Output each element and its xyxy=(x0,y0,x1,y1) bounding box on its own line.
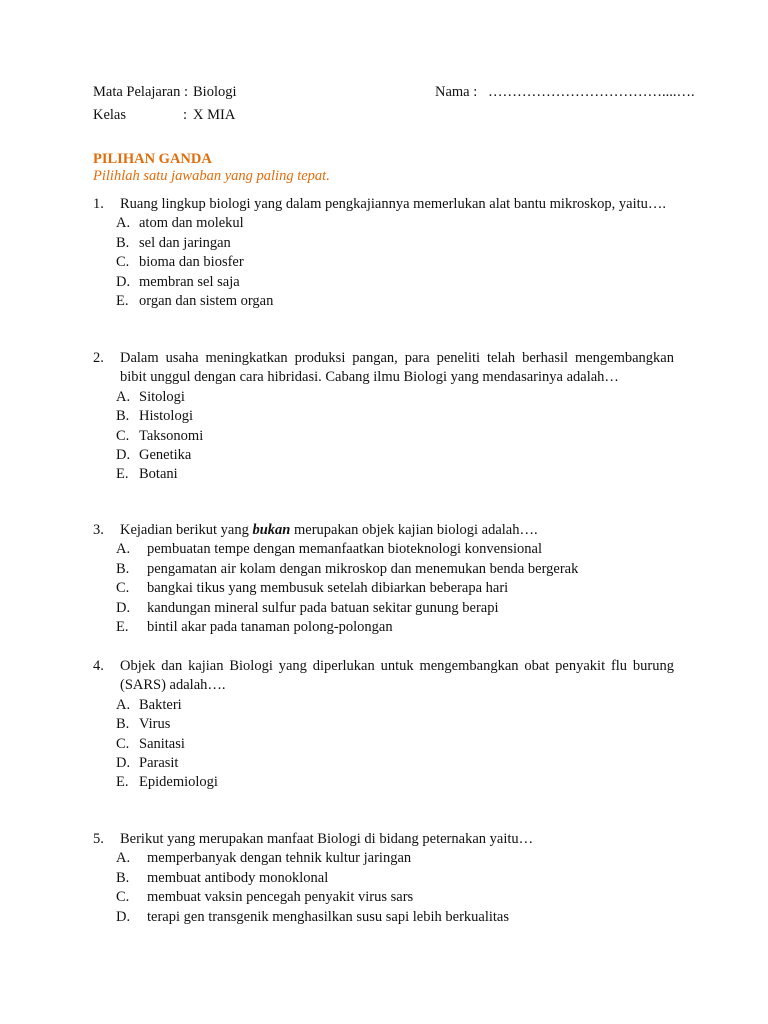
option-text: organ dan sistem organ xyxy=(139,293,274,310)
option-d[interactable] xyxy=(116,446,674,465)
option-letter: C. xyxy=(116,254,130,271)
question-number: 4. xyxy=(93,658,104,674)
option-text: Epidemiologi xyxy=(139,774,218,791)
option-letter: E. xyxy=(116,774,129,791)
option-letter: A. xyxy=(116,215,131,232)
option-e[interactable] xyxy=(116,292,674,311)
option-letter: E. xyxy=(116,466,129,483)
option-letter: A. xyxy=(116,696,131,713)
option-letter: A. xyxy=(116,388,131,405)
option-list xyxy=(116,540,674,637)
subject-label: Mata Pelajaran : xyxy=(93,84,189,100)
option-c[interactable] xyxy=(116,888,674,907)
option-letter: D. xyxy=(116,908,131,925)
option-c[interactable] xyxy=(116,253,674,272)
subject-value: Biologi xyxy=(193,84,237,100)
option-b[interactable] xyxy=(116,407,674,426)
option-text: Botani xyxy=(139,466,178,483)
option-letter: E. xyxy=(116,619,129,636)
option-text: atom dan molekul xyxy=(139,215,244,232)
option-list xyxy=(116,214,674,311)
option-letter: B. xyxy=(116,560,130,577)
section-instruction: Pilihlah satu jawaban yang paling tepat. xyxy=(93,168,330,184)
option-e[interactable] xyxy=(116,773,674,792)
option-text: Bakteri xyxy=(139,696,182,713)
option-text: Taksonomi xyxy=(139,427,204,444)
option-d[interactable] xyxy=(116,273,674,292)
option-a[interactable] xyxy=(116,540,674,559)
option-letter: A. xyxy=(116,850,131,867)
option-letter: B. xyxy=(116,716,130,733)
option-letter: E. xyxy=(116,293,129,310)
option-text: memperbanyak dengan tehnik kultur jaringan xyxy=(147,850,412,867)
option-letter: B. xyxy=(116,408,130,425)
option-list xyxy=(116,849,674,927)
option-d[interactable] xyxy=(116,599,674,618)
question-number: 2. xyxy=(93,350,104,366)
class-label: Kelas xyxy=(93,107,127,123)
option-list xyxy=(116,388,674,485)
option-d[interactable] xyxy=(116,754,674,773)
option-letter: D. xyxy=(116,447,131,464)
option-text: bangkai tikus yang membusuk setelah dibiarkan beberapa hari xyxy=(147,580,509,597)
option-text: Virus xyxy=(139,716,171,733)
question-5 xyxy=(93,830,674,927)
option-text: pembuatan tempe dengan memanfaatkan bioteknologi konvensional xyxy=(147,541,543,558)
option-list xyxy=(116,696,674,793)
question-4 xyxy=(93,657,674,793)
option-text: bioma dan biosfer xyxy=(139,254,244,271)
option-a[interactable] xyxy=(116,388,674,407)
option-text: pengamatan air kolam dengan mikroskop dan menemukan benda bergerak xyxy=(147,560,579,577)
question-3 xyxy=(93,521,674,637)
section-title: PILIHAN GANDA xyxy=(93,151,212,167)
option-a[interactable] xyxy=(116,696,674,715)
name-label: Nama : xyxy=(435,84,478,100)
option-letter: D. xyxy=(116,599,131,616)
option-letter: C. xyxy=(116,427,130,444)
option-e[interactable] xyxy=(116,618,674,637)
option-text: membran sel saja xyxy=(139,273,240,290)
option-letter: C. xyxy=(116,580,130,597)
option-text: Genetika xyxy=(139,447,192,464)
question-text: Berikut yang merupakan manfaat Biologi di bidang peternakan yaitu… xyxy=(120,831,534,847)
class-colon: : xyxy=(183,107,188,123)
option-text: terapi gen transgenik menghasilkan susu sapi lebih berkualitas xyxy=(147,908,510,925)
option-text: sel dan jaringan xyxy=(139,234,231,251)
option-text: Sanitasi xyxy=(139,735,185,752)
question-text: Objek dan kajian Biologi yang diperlukan untuk mengembangkan obat penyakit flu burung (SARS) adalah…. xyxy=(120,658,674,694)
question-number: 3. xyxy=(93,522,104,538)
question-text xyxy=(120,521,674,540)
option-b[interactable] xyxy=(116,869,674,888)
question-text-before: Kejadian berikut yang xyxy=(120,522,253,538)
question-text: Ruang lingkup biologi yang dalam pengkajiannya memerlukan alat bantu mikroskop, yaitu…. xyxy=(120,196,667,212)
option-letter: A. xyxy=(116,541,131,558)
question-text-after: merupakan objek kajian biologi adalah…. xyxy=(290,522,538,538)
question-2 xyxy=(93,349,674,485)
option-text: Sitologi xyxy=(139,388,185,405)
option-text: bintil akar pada tanaman polong-polongan xyxy=(147,619,393,636)
question-text: Dalam usaha meningkatkan produksi pangan, para peneliti telah berhasil mengembangkan bibit unggul dengan cara hibridasi. Cabang ilmu Biologi yang mendasarinya adalah… xyxy=(120,350,674,386)
option-c[interactable] xyxy=(116,427,674,446)
option-d[interactable] xyxy=(116,908,674,927)
option-b[interactable] xyxy=(116,234,674,253)
option-e[interactable] xyxy=(116,465,674,484)
option-c[interactable] xyxy=(116,735,674,754)
option-c[interactable] xyxy=(116,579,674,598)
option-text: membuat vaksin pencegah penyakit virus sars xyxy=(147,889,414,906)
option-a[interactable] xyxy=(116,849,674,868)
question-number: 1. xyxy=(93,196,104,212)
option-text: Histologi xyxy=(139,408,193,425)
question-1 xyxy=(93,195,674,311)
option-b[interactable] xyxy=(116,560,674,579)
class-value: X MIA xyxy=(193,107,236,123)
option-b[interactable] xyxy=(116,715,674,734)
question-text-emphasis: bukan xyxy=(252,522,291,538)
option-letter: B. xyxy=(116,869,130,886)
option-letter: B. xyxy=(116,234,130,251)
option-letter: C. xyxy=(116,735,130,752)
question-number: 5. xyxy=(93,831,104,847)
name-blank: ………………………………....…. xyxy=(488,84,695,100)
option-letter: D. xyxy=(116,273,131,290)
option-text: Parasit xyxy=(139,755,179,772)
option-text: membuat antibody monoklonal xyxy=(147,869,329,886)
option-letter: C. xyxy=(116,889,130,906)
option-letter: D. xyxy=(116,755,131,772)
option-text: kandungan mineral sulfur pada batuan sekitar gunung berapi xyxy=(147,599,499,616)
option-a[interactable] xyxy=(116,214,674,233)
